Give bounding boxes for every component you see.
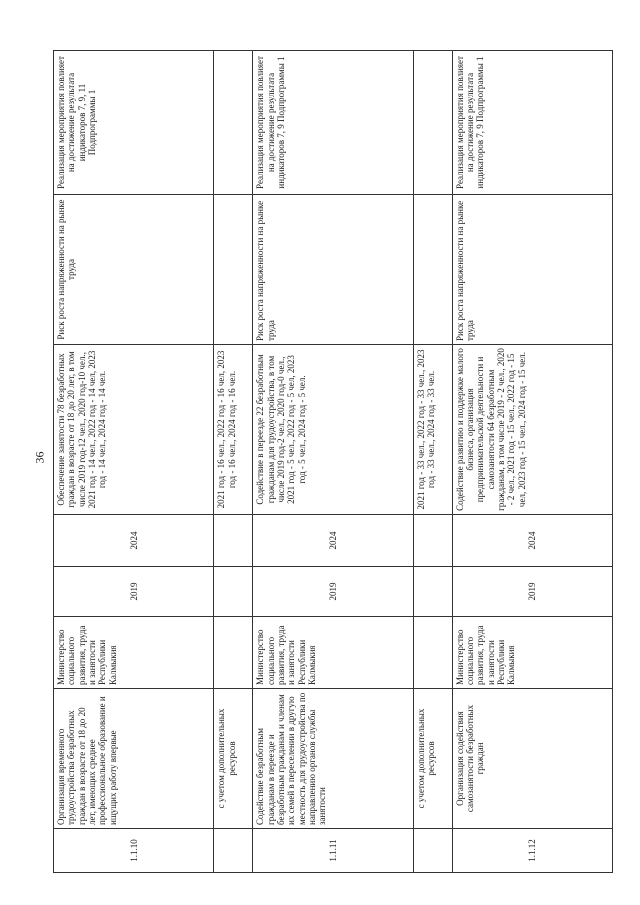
measure-name: Организация временного трудоустройства безработных граждан в возрасте от 18 до 20 лет, имеющих среднее профессиональное образование и ищущих работу впервые (54, 689, 214, 829)
end-year (413, 515, 452, 567)
end-year: 2024 (253, 515, 413, 567)
executor (214, 617, 253, 689)
expected-result: Содействие развитию и поддержке малого бизнеса, организация предпринимательской деятельности и самозанятости 64 безработным гражданам, в том числе 2019 - 2 чел., 2020 - 2 чел., 2021 год - 15 чел., 2022 год - 15 чел, 2023 год - 15 чел., 2024 год - 15 чел. (452, 345, 612, 515)
table-row (54, 51, 214, 873)
indicator-link: Реализация мероприятия повлияет на достижение результата индикаторов 7, 9 Подпрограммы 1 (253, 51, 413, 195)
risk: Риск роста напряженности на рынке труда (54, 195, 214, 345)
row-number: 1.1.10 (54, 829, 214, 873)
indicator-link: Реализация мероприятия повлияет на достижение результата индикаторов 7, 9 Подпрограммы 1 (452, 51, 612, 195)
end-year: 2024 (452, 515, 612, 567)
start-year (413, 567, 452, 617)
expected-result: Обеспечение занятости 78 безработных граждан в возрасте от 18 до 20 лет, в том числе 2019 год-12 чел., 2020 год-10 чел., 2021 год - 14 чел., 2022 год - 14 чел, 2023 год - 14 чел., 2024 год - 14 чел. (54, 345, 214, 515)
risk: Риск роста напряженности на рынке труда (253, 195, 413, 345)
start-year (214, 567, 253, 617)
indicator-link: Реализация мероприятия повлияет на достижение результата индикаторов 7, 9, 11 Подпрограммы 1 (54, 51, 214, 195)
indicator-link (214, 51, 253, 195)
table-row (253, 51, 413, 873)
row-number (413, 829, 452, 873)
start-year: 2019 (452, 567, 612, 617)
executor: Министерство социального развития, труда и занятости Республики Калмыкия (452, 617, 612, 689)
rotated-table-page (53, 51, 613, 873)
executor: Министерство социального развития, труда и занятости Республики Калмыкия (253, 617, 413, 689)
measure-name: Организация содействия самозанятости безработных граждан (452, 689, 612, 829)
measure-name: Содействие безработным гражданам в переезде и безработным гражданам и членам их семей в переселении в другую местность для трудоустройства по направлению органов службы занятости (253, 689, 413, 829)
start-year: 2019 (54, 567, 214, 617)
table-row (413, 51, 452, 873)
page-number: 36 (32, 451, 47, 464)
expected-result: Содействие в переезде 22 безработным гражданам для трудоустройства, в том числе 2019 год-2 чел., 2020 год-0 чел., 2021 год - 5 чел., 2022 год - 5 чел, 2023 год - 5 чел., 2024 год - 5 чел. (253, 345, 413, 515)
table-row (452, 51, 612, 873)
measure-name: с учетом дополнительных ресурсов (214, 689, 253, 829)
indicator-link (413, 51, 452, 195)
expected-result: 2021 год - 16 чел., 2022 год - 16 чел, 2023 год - 16 чел., 2024 год - 16 чел. (214, 345, 253, 515)
row-number: 1.1.12 (452, 829, 612, 873)
end-year (214, 515, 253, 567)
row-number (214, 829, 253, 873)
risk (214, 195, 253, 345)
risk: Риск роста напряженности на рынке труда (452, 195, 612, 345)
table-row (214, 51, 253, 873)
measures-table (53, 50, 613, 873)
executor: Министерство социального развития, труда и занятости Республики Калмыкия (54, 617, 214, 689)
row-number: 1.1.11 (253, 829, 413, 873)
expected-result: 2021 год - 33 чел., 2022 год - 33 чел., 2023 год - 33 чел., 2024 год - 33 чел. (413, 345, 452, 515)
executor (413, 617, 452, 689)
start-year: 2019 (253, 567, 413, 617)
risk (413, 195, 452, 345)
measure-name: с учетом дополнительных ресурсов (413, 689, 452, 829)
end-year: 2024 (54, 515, 214, 567)
